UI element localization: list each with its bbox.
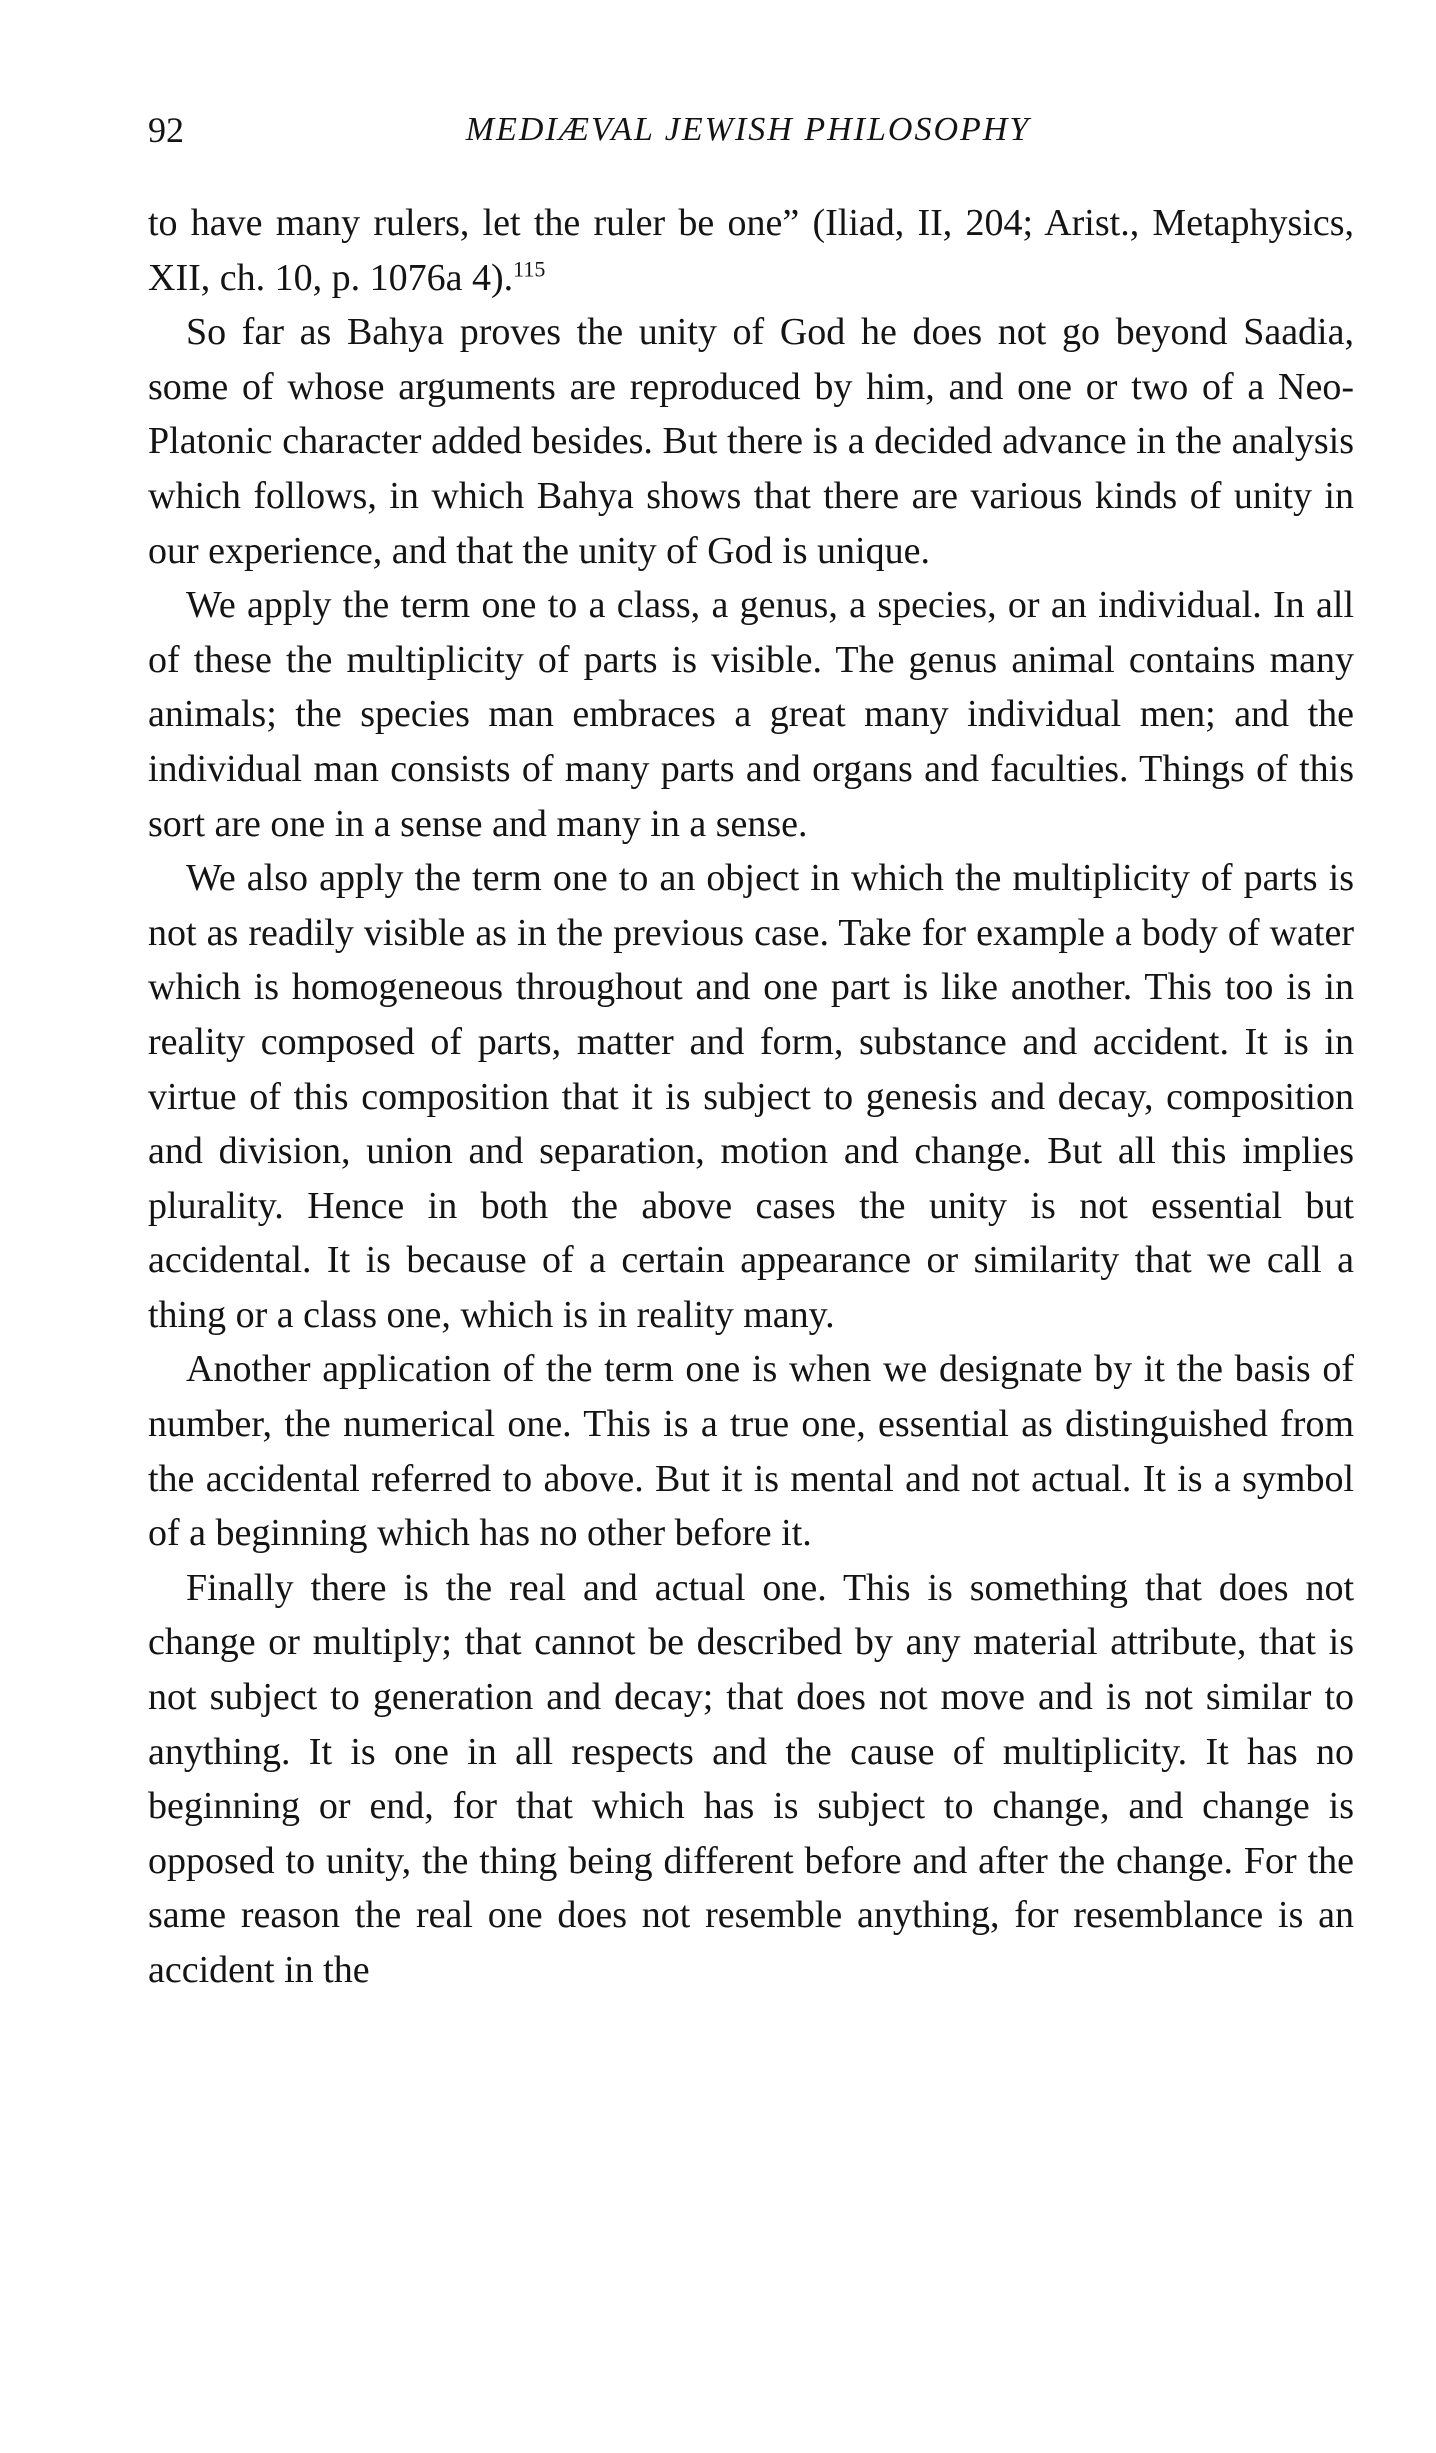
footnote-reference: 115	[513, 255, 546, 281]
page-number: 92	[148, 110, 184, 150]
paragraph: Another application of the term one is when we designate by it the basis of number, the numerical one. This is a true one, essential as distinguished from the accidental referred to above. But it is mental and not actual. It is a symbol of a beginning which has no other before it.	[148, 1348, 1354, 1555]
running-head	[148, 108, 1348, 156]
paragraph: We apply the term one to a class, a genus, a species, or an individual. In all of these the multiplicity of parts is visible. The genus animal contains many animals; the species man embraces a great many individual men; and the individual man consists of many parts and organs and faculties. Things of this sort are one in a sense and many in a sense.	[148, 584, 1354, 845]
paragraph-text: to have many rulers, let the ruler be one” (Iliad, II, 204; Arist., Metaphysics, XII, ch. 10, p. 1076a 4).	[148, 202, 1354, 299]
paragraph: Finally there is the real and actual one. This is something that does not change or multiply; that cannot be described by any material attribute, that is not subject to generation and decay; that does not move and is not similar to anything. It is one in all respects and the cause of multiplicity. It has no beginning or end, for that which has is subject to change, and change is opposed to unity, the thing being different before and after the change. For the same reason the real one does not resemble anything, for resemblance is an accident in the	[148, 1566, 1354, 1991]
paragraph-continuation	[148, 196, 1354, 305]
book-title: MEDIÆVAL JEWISH PHILOSOPHY	[465, 111, 1031, 148]
paragraph: So far as Bahya proves the unity of God he does not go beyond Saadia, some of whose arguments are reproduced by him, and one or two of a Neo-Platonic character added besides. But there is a decided advance in the analysis which follows, in which Bahya shows that there are various kinds of unity in our experience, and that the unity of God is unique.	[148, 311, 1354, 572]
body-text	[148, 196, 1354, 1998]
paragraph: We also apply the term one to an object in which the multiplicity of parts is not as readily visible as in the previous case. Take for example a body of water which is homogeneous throughout and one part is like another. This too is in reality composed of parts, matter and form, substance and accident. It is in virtue of this composition that it is subject to genesis and decay, composition and division, union and separation, motion and change. But all this implies plurality. Hence in both the above cases the unity is not essential but accidental. It is because of a certain appearance or similarity that we call a thing or a class one, which is in reality many.	[148, 857, 1354, 1336]
